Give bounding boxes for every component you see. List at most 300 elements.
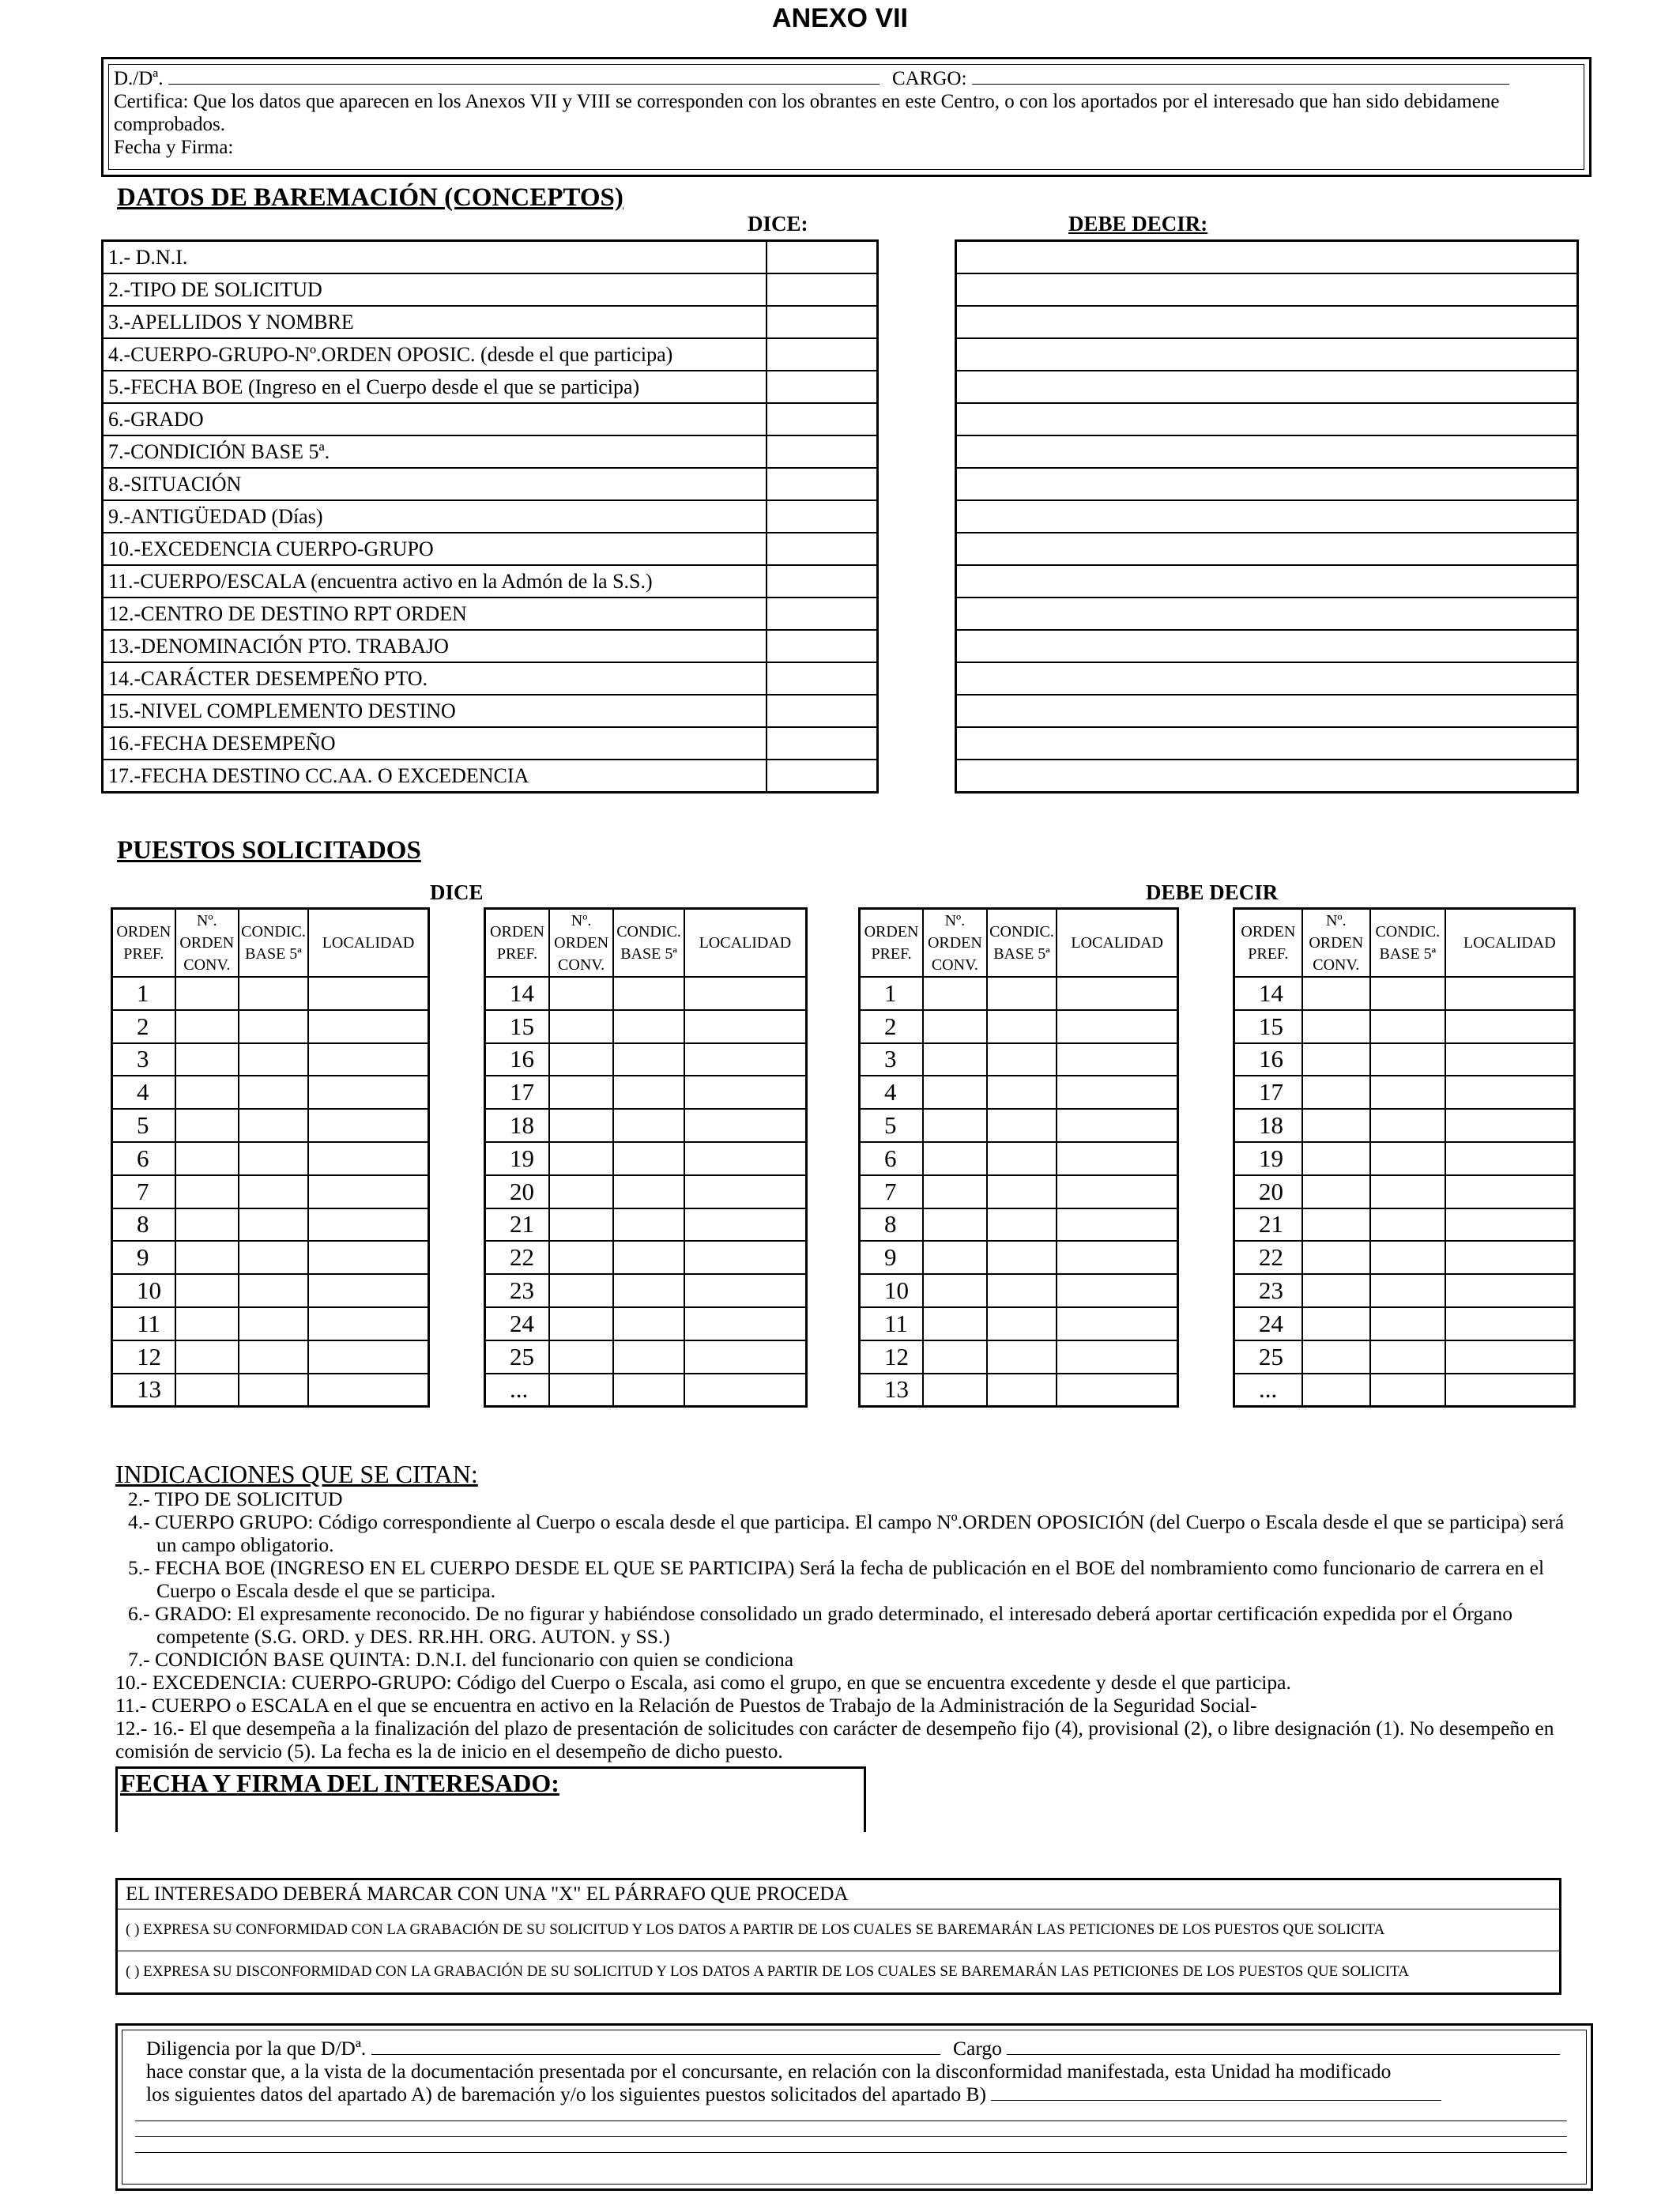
condic-base-cell[interactable] xyxy=(613,1109,684,1142)
baremacion-row xyxy=(103,533,878,565)
localidad-cell[interactable] xyxy=(1445,1010,1575,1043)
baremacion-debe-decir-cell[interactable] xyxy=(956,565,1578,598)
condic-base-cell[interactable] xyxy=(987,1175,1057,1208)
condic-base-cell[interactable] xyxy=(987,1274,1057,1307)
cargo-field[interactable] xyxy=(972,66,1509,85)
baremacion-dice-cell[interactable] xyxy=(767,598,878,630)
condic-base-cell[interactable] xyxy=(1370,1142,1445,1175)
baremacion-dice-cell[interactable] xyxy=(767,695,878,727)
localidad-cell[interactable] xyxy=(1057,1340,1177,1374)
condic-base-cell[interactable] xyxy=(613,977,684,1010)
localidad-cell[interactable] xyxy=(684,1175,807,1208)
orden-conv-cell[interactable] xyxy=(1302,1010,1370,1043)
puestos-row xyxy=(112,1076,429,1109)
puestos-header-row xyxy=(112,909,429,978)
condic-base-cell[interactable] xyxy=(239,1043,308,1076)
baremacion-row xyxy=(103,273,878,306)
localidad-cell[interactable] xyxy=(1057,1208,1177,1242)
condic-base-cell[interactable] xyxy=(239,1109,308,1142)
baremacion-debe-decir-cell[interactable] xyxy=(956,695,1578,727)
puestos-row xyxy=(485,1010,807,1043)
localidad-cell[interactable] xyxy=(1445,1274,1575,1307)
baremacion-dice-cell[interactable] xyxy=(767,306,878,338)
baremacion-debe-decir-cell[interactable] xyxy=(956,241,1578,274)
orden-pref-header: ORDEN PREF. xyxy=(485,909,549,978)
baremacion-debe-decir-cell[interactable] xyxy=(956,273,1578,306)
condic-base-cell[interactable] xyxy=(1370,1241,1445,1274)
baremacion-row xyxy=(956,435,1578,468)
localidad-cell[interactable] xyxy=(1057,1109,1177,1142)
localidad-cell[interactable] xyxy=(1057,1307,1177,1340)
condic-base-cell[interactable] xyxy=(1370,1374,1445,1407)
diligencia-changes-field[interactable] xyxy=(991,2083,1441,2101)
condic-base-cell[interactable] xyxy=(1370,1010,1445,1043)
condic-base-cell[interactable] xyxy=(1370,1109,1445,1142)
puestos-row xyxy=(1234,1076,1575,1109)
condic-base-cell[interactable] xyxy=(987,1109,1057,1142)
orden-conv-cell[interactable] xyxy=(549,1374,613,1407)
localidad-cell[interactable] xyxy=(1445,977,1575,1010)
baremacion-row xyxy=(956,598,1578,630)
orden-conv-cell[interactable] xyxy=(175,1307,239,1340)
localidad-cell[interactable] xyxy=(308,1340,428,1374)
orden-conv-cell[interactable] xyxy=(923,1340,987,1374)
orden-pref-number: 8 xyxy=(860,1208,924,1242)
condic-base-cell[interactable] xyxy=(987,1043,1057,1076)
orden-conv-cell[interactable] xyxy=(1302,1208,1370,1242)
puestos-row xyxy=(1234,1340,1575,1374)
baremacion-row xyxy=(956,662,1578,695)
localidad-cell[interactable] xyxy=(1445,1241,1575,1274)
baremacion-debe-decir-cell[interactable] xyxy=(956,662,1578,695)
localidad-cell[interactable] xyxy=(1445,1142,1575,1175)
orden-conv-header: Nº. ORDEN CONV. xyxy=(923,909,987,978)
localidad-cell[interactable] xyxy=(684,1010,807,1043)
diligencia-line[interactable] xyxy=(135,2105,1567,2121)
baremacion-concept-label: 1.- D.N.I. xyxy=(103,241,767,274)
puestos-row xyxy=(860,1076,1178,1109)
condic-base-cell[interactable] xyxy=(987,1340,1057,1374)
orden-pref-number: ... xyxy=(485,1374,549,1407)
localidad-cell[interactable] xyxy=(308,977,428,1010)
condic-base-cell[interactable] xyxy=(1370,1208,1445,1242)
condic-base-cell[interactable] xyxy=(1370,1076,1445,1109)
orden-pref-number: 24 xyxy=(1234,1307,1302,1340)
localidad-cell[interactable] xyxy=(308,1374,428,1407)
orden-conv-cell[interactable] xyxy=(923,1142,987,1175)
orden-pref-number: 24 xyxy=(485,1307,549,1340)
localidad-cell[interactable] xyxy=(684,1374,807,1407)
indicacion-item: 4.- CUERPO GRUPO: Código correspondiente al Cuerpo o escala desde el que participa. El campo Nº.ORDEN OPOSICIÓN (del Cuerpo o Escala desde el que se participa) será un campo obligatorio. xyxy=(128,1510,1565,1556)
diligencia-cargo-field[interactable] xyxy=(1007,2037,1560,2055)
condic-base-cell[interactable] xyxy=(987,1307,1057,1340)
localidad-cell[interactable] xyxy=(308,1043,428,1076)
orden-conv-cell[interactable] xyxy=(175,1109,239,1142)
localidad-cell[interactable] xyxy=(308,1142,428,1175)
puestos-row xyxy=(112,1274,429,1307)
baremacion-debe-decir-cell[interactable] xyxy=(956,727,1578,760)
localidad-cell[interactable] xyxy=(684,1109,807,1142)
baremacion-debe-decir-cell[interactable] xyxy=(956,435,1578,468)
condic-base-cell[interactable] xyxy=(613,1208,684,1242)
orden-conv-cell[interactable] xyxy=(923,1076,987,1109)
baremacion-row xyxy=(103,403,878,435)
condic-base-header: CONDIC. BASE 5ª xyxy=(613,909,684,978)
orden-conv-cell[interactable] xyxy=(175,1241,239,1274)
puestos-row xyxy=(485,1340,807,1374)
orden-conv-cell[interactable] xyxy=(1302,1241,1370,1274)
puestos-row xyxy=(485,1208,807,1242)
orden-conv-cell[interactable] xyxy=(175,1208,239,1242)
localidad-cell[interactable] xyxy=(684,1307,807,1340)
orden-conv-header: Nº. ORDEN CONV. xyxy=(175,909,239,978)
orden-conv-cell[interactable] xyxy=(923,1109,987,1142)
orden-conv-cell[interactable] xyxy=(1302,1142,1370,1175)
localidad-cell[interactable] xyxy=(1445,1076,1575,1109)
orden-conv-cell[interactable] xyxy=(923,1010,987,1043)
baremacion-row xyxy=(956,371,1578,403)
marcar-table xyxy=(115,1878,1561,1995)
orden-pref-number: 20 xyxy=(485,1175,549,1208)
condic-base-cell[interactable] xyxy=(613,1374,684,1407)
condic-base-cell[interactable] xyxy=(239,1175,308,1208)
orden-conv-cell[interactable] xyxy=(175,1142,239,1175)
baremacion-debe-decir-cell[interactable] xyxy=(956,403,1578,435)
condic-base-cell[interactable] xyxy=(1370,1175,1445,1208)
localidad-cell[interactable] xyxy=(1445,1374,1575,1407)
localidad-cell[interactable] xyxy=(1445,1043,1575,1076)
condic-base-cell[interactable] xyxy=(1370,1274,1445,1307)
localidad-cell[interactable] xyxy=(1057,977,1177,1010)
localidad-cell[interactable] xyxy=(308,1274,428,1307)
localidad-cell[interactable] xyxy=(308,1175,428,1208)
baremacion-dice-cell[interactable] xyxy=(767,630,878,662)
baremacion-dice-cell[interactable] xyxy=(767,533,878,565)
condic-base-cell[interactable] xyxy=(239,1208,308,1242)
condic-base-cell[interactable] xyxy=(987,1142,1057,1175)
orden-pref-number: 14 xyxy=(485,977,549,1010)
localidad-cell[interactable] xyxy=(1445,1109,1575,1142)
condic-base-cell[interactable] xyxy=(987,1241,1057,1274)
localidad-cell[interactable] xyxy=(308,1010,428,1043)
orden-conv-cell[interactable] xyxy=(549,1340,613,1374)
condic-base-cell[interactable] xyxy=(987,1208,1057,1242)
orden-conv-cell[interactable] xyxy=(549,1109,613,1142)
baremacion-concept-label: 13.-DENOMINACIÓN PTO. TRABAJO xyxy=(103,630,767,662)
baremacion-row xyxy=(103,306,878,338)
orden-pref-number: 5 xyxy=(860,1109,924,1142)
puestos-header-row xyxy=(860,909,1178,978)
puestos-row xyxy=(1234,1109,1575,1142)
baremacion-dice-cell[interactable] xyxy=(767,565,878,598)
orden-pref-number: 9 xyxy=(860,1241,924,1274)
indicacion-item: 6.- GRADO: El expresamente reconocido. De no figurar y habiéndose consolidado un grado determinado, el interesado deberá aportar certificación expedida por el Órgano competente (S.G. ORD. y DES. RR.HH. ORG. AUTON. y SS.) xyxy=(128,1602,1513,1648)
baremacion-row xyxy=(956,565,1578,598)
baremacion-concept-label: 17.-FECHA DESTINO CC.AA. O EXCEDENCIA xyxy=(103,760,767,793)
localidad-cell[interactable] xyxy=(684,1274,807,1307)
localidad-cell[interactable] xyxy=(308,1208,428,1242)
baremacion-dice-cell[interactable] xyxy=(767,727,878,760)
orden-pref-number: 1 xyxy=(860,977,924,1010)
puestos-row xyxy=(112,1109,429,1142)
baremacion-row xyxy=(956,306,1578,338)
orden-conv-cell[interactable] xyxy=(923,977,987,1010)
orden-pref-header: ORDEN PREF. xyxy=(1234,909,1302,978)
condic-base-cell[interactable] xyxy=(613,1010,684,1043)
condic-base-cell[interactable] xyxy=(1370,1043,1445,1076)
dd-name-field[interactable] xyxy=(168,66,880,85)
orden-conv-cell[interactable] xyxy=(923,1241,987,1274)
localidad-cell[interactable] xyxy=(684,1208,807,1242)
localidad-cell[interactable] xyxy=(1057,1374,1177,1407)
puestos-header-row xyxy=(485,909,807,978)
certification-inner xyxy=(108,64,1584,170)
baremacion-dice-cell[interactable] xyxy=(767,435,878,468)
condic-base-cell[interactable] xyxy=(239,1241,308,1274)
condic-base-cell[interactable] xyxy=(613,1043,684,1076)
condic-base-cell[interactable] xyxy=(613,1340,684,1374)
baremacion-debe-decir-cell[interactable] xyxy=(956,306,1578,338)
localidad-cell[interactable] xyxy=(684,977,807,1010)
orden-conv-cell[interactable] xyxy=(175,1374,239,1407)
puestos-row xyxy=(112,1010,429,1043)
baremacion-dice-cell[interactable] xyxy=(767,338,878,371)
orden-conv-cell[interactable] xyxy=(923,1175,987,1208)
baremacion-row xyxy=(956,241,1578,274)
puestos-row xyxy=(112,1307,429,1340)
puestos-debe-decir-table-1 xyxy=(858,907,1179,1408)
baremacion-dice-cell[interactable] xyxy=(767,371,878,403)
condic-base-cell[interactable] xyxy=(987,1010,1057,1043)
baremacion-row xyxy=(103,468,878,500)
localidad-cell[interactable] xyxy=(684,1241,807,1274)
puestos-row xyxy=(860,1043,1178,1076)
baremacion-concept-label: 7.-CONDICIÓN BASE 5ª. xyxy=(103,435,767,468)
baremacion-row xyxy=(103,371,878,403)
orden-conv-cell[interactable] xyxy=(549,1307,613,1340)
baremacion-debe-decir-cell[interactable] xyxy=(956,500,1578,533)
localidad-header: LOCALIDAD xyxy=(1445,909,1575,978)
orden-conv-cell[interactable] xyxy=(923,1307,987,1340)
orden-pref-number: 1 xyxy=(112,977,175,1010)
baremacion-debe-decir-cell[interactable] xyxy=(956,533,1578,565)
orden-conv-cell[interactable] xyxy=(549,1142,613,1175)
baremacion-dice-cell[interactable] xyxy=(767,468,878,500)
orden-conv-cell[interactable] xyxy=(549,1274,613,1307)
baremacion-debe-decir-cell[interactable] xyxy=(956,468,1578,500)
baremacion-heading: DATOS DE BAREMACIÓN (CONCEPTOS) xyxy=(117,183,623,212)
orden-pref-number: 13 xyxy=(112,1374,175,1407)
baremacion-row xyxy=(103,662,878,695)
orden-conv-cell[interactable] xyxy=(175,1340,239,1374)
condic-base-cell[interactable] xyxy=(613,1076,684,1109)
orden-conv-cell[interactable] xyxy=(549,1010,613,1043)
puestos-row xyxy=(112,1142,429,1175)
condic-base-cell[interactable] xyxy=(239,1274,308,1307)
localidad-cell[interactable] xyxy=(684,1340,807,1374)
orden-conv-cell[interactable] xyxy=(923,1274,987,1307)
baremacion-debe-decir-cell[interactable] xyxy=(956,630,1578,662)
orden-conv-cell[interactable] xyxy=(923,1374,987,1407)
marcar-title: EL INTERESADO DEBERÁ MARCAR CON UNA "X" EL PÁRRAFO QUE PROCEDA xyxy=(117,1879,1561,1909)
baremacion-row xyxy=(103,727,878,760)
baremacion-row xyxy=(956,468,1578,500)
orden-conv-cell[interactable] xyxy=(175,1175,239,1208)
baremacion-row xyxy=(956,630,1578,662)
condic-base-cell[interactable] xyxy=(239,1142,308,1175)
diligencia-line[interactable] xyxy=(135,2121,1567,2137)
orden-conv-cell[interactable] xyxy=(549,1175,613,1208)
condic-base-cell[interactable] xyxy=(1370,977,1445,1010)
orden-conv-cell[interactable] xyxy=(549,1241,613,1274)
orden-pref-number: 4 xyxy=(112,1076,175,1109)
orden-conv-cell[interactable] xyxy=(1302,1374,1370,1407)
baremacion-dice-cell[interactable] xyxy=(767,403,878,435)
localidad-cell[interactable] xyxy=(1445,1208,1575,1242)
condic-base-cell[interactable] xyxy=(239,1010,308,1043)
puestos-row xyxy=(1234,1142,1575,1175)
orden-conv-cell[interactable] xyxy=(1302,1043,1370,1076)
condic-base-cell[interactable] xyxy=(613,1241,684,1274)
baremacion-debe-decir-cell[interactable] xyxy=(956,338,1578,371)
condic-base-cell[interactable] xyxy=(613,1307,684,1340)
baremacion-dice-cell[interactable] xyxy=(767,662,878,695)
orden-conv-cell[interactable] xyxy=(923,1208,987,1242)
baremacion-debe-decir-cell[interactable] xyxy=(956,371,1578,403)
localidad-cell[interactable] xyxy=(1445,1175,1575,1208)
conformidad-option[interactable]: ( ) EXPRESA SU CONFORMIDAD CON LA GRABACIÓN DE SU SOLICITUD Y LOS DATOS A PARTIR DE LOS CUALES SE BAREMARÁN LAS PETICIONES DE LOS PUESTOS QUE SOLICITA xyxy=(117,1909,1561,1951)
localidad-cell[interactable] xyxy=(1057,1076,1177,1109)
orden-conv-cell[interactable] xyxy=(1302,1109,1370,1142)
localidad-cell[interactable] xyxy=(684,1043,807,1076)
puestos-row xyxy=(485,1307,807,1340)
baremacion-dice-cell[interactable] xyxy=(767,241,878,274)
condic-base-cell[interactable] xyxy=(239,1076,308,1109)
baremacion-debe-decir-cell[interactable] xyxy=(956,598,1578,630)
condic-base-cell[interactable] xyxy=(239,977,308,1010)
puestos-debe-decir-table-2 xyxy=(1233,907,1576,1408)
diligencia-line[interactable] xyxy=(135,2137,1567,2153)
condic-base-cell[interactable] xyxy=(1370,1340,1445,1374)
disconformidad-option[interactable]: ( ) EXPRESA SU DISCONFORMIDAD CON LA GRABACIÓN DE SU SOLICITUD Y LOS DATOS A PARTIR DE LOS CUALES SE BAREMARÁN LAS PETICIONES DE LOS PUESTOS QUE SOLICITA xyxy=(117,1951,1561,1994)
localidad-cell[interactable] xyxy=(308,1307,428,1340)
localidad-header: LOCALIDAD xyxy=(684,909,807,978)
baremacion-dice-table xyxy=(101,239,879,794)
diligencia-text-line-2 xyxy=(146,2083,1567,2105)
orden-pref-number: 18 xyxy=(1234,1109,1302,1142)
condic-base-cell[interactable] xyxy=(239,1307,308,1340)
orden-conv-cell[interactable] xyxy=(1302,1175,1370,1208)
diligencia-text-2: los siguientes datos del apartado A) de baremación y/o los siguientes puestos solicitados del apartado B) xyxy=(146,2083,986,2105)
localidad-header: LOCALIDAD xyxy=(308,909,428,978)
orden-conv-cell[interactable] xyxy=(549,1076,613,1109)
diligencia-name-field[interactable] xyxy=(371,2037,940,2055)
orden-pref-number: 12 xyxy=(860,1340,924,1374)
baremacion-concept-label: 14.-CARÁCTER DESEMPEÑO PTO. xyxy=(103,662,767,695)
condic-base-cell[interactable] xyxy=(613,1142,684,1175)
puestos-row xyxy=(1234,1043,1575,1076)
orden-conv-cell[interactable] xyxy=(1302,1307,1370,1340)
orden-pref-number: 21 xyxy=(485,1208,549,1242)
localidad-cell[interactable] xyxy=(1445,1340,1575,1374)
localidad-cell[interactable] xyxy=(1057,1175,1177,1208)
baremacion-concept-label: 3.-APELLIDOS Y NOMBRE xyxy=(103,306,767,338)
localidad-cell[interactable] xyxy=(1057,1142,1177,1175)
orden-conv-cell[interactable] xyxy=(1302,977,1370,1010)
orden-pref-header: ORDEN PREF. xyxy=(112,909,175,978)
localidad-cell[interactable] xyxy=(1057,1241,1177,1274)
baremacion-debe-decir-cell[interactable] xyxy=(956,760,1578,793)
puestos-row xyxy=(860,1241,1178,1274)
condic-base-cell[interactable] xyxy=(239,1340,308,1374)
localidad-cell[interactable] xyxy=(1057,1274,1177,1307)
orden-conv-cell[interactable] xyxy=(1302,1274,1370,1307)
puestos-row xyxy=(1234,1307,1575,1340)
condic-base-cell[interactable] xyxy=(613,1175,684,1208)
condic-base-header: CONDIC. BASE 5ª xyxy=(987,909,1057,978)
condic-base-cell[interactable] xyxy=(987,977,1057,1010)
condic-base-header: CONDIC. BASE 5ª xyxy=(239,909,308,978)
orden-pref-number: 11 xyxy=(860,1307,924,1340)
orden-conv-cell[interactable] xyxy=(175,1076,239,1109)
orden-pref-number: 16 xyxy=(1234,1043,1302,1076)
puestos-row xyxy=(112,1241,429,1274)
orden-conv-cell[interactable] xyxy=(923,1043,987,1076)
puestos-row xyxy=(1234,1010,1575,1043)
condic-base-cell[interactable] xyxy=(987,1076,1057,1109)
orden-pref-number: 16 xyxy=(485,1043,549,1076)
baremacion-dice-cell[interactable] xyxy=(767,760,878,793)
orden-conv-cell[interactable] xyxy=(175,1274,239,1307)
baremacion-dice-cell[interactable] xyxy=(767,500,878,533)
condic-base-cell[interactable] xyxy=(613,1274,684,1307)
baremacion-row xyxy=(956,695,1578,727)
orden-conv-cell[interactable] xyxy=(549,977,613,1010)
orden-conv-cell[interactable] xyxy=(175,977,239,1010)
orden-conv-cell[interactable] xyxy=(175,1043,239,1076)
orden-pref-number: 13 xyxy=(860,1374,924,1407)
orden-conv-cell[interactable] xyxy=(175,1010,239,1043)
localidad-cell[interactable] xyxy=(1445,1307,1575,1340)
localidad-cell[interactable] xyxy=(308,1241,428,1274)
orden-pref-number: 21 xyxy=(1234,1208,1302,1242)
baremacion-concept-label: 16.-FECHA DESEMPEÑO xyxy=(103,727,767,760)
condic-base-cell[interactable] xyxy=(987,1374,1057,1407)
orden-conv-cell[interactable] xyxy=(1302,1340,1370,1374)
fecha-firma-label[interactable]: Fecha y Firma: xyxy=(114,137,234,158)
baremacion-dice-cell[interactable] xyxy=(767,273,878,306)
orden-pref-number: ... xyxy=(1234,1374,1302,1407)
baremacion-row xyxy=(956,727,1578,760)
orden-pref-number: 4 xyxy=(860,1076,924,1109)
puestos-row xyxy=(485,1142,807,1175)
orden-pref-number: 3 xyxy=(112,1043,175,1076)
orden-conv-cell[interactable] xyxy=(1302,1076,1370,1109)
localidad-cell[interactable] xyxy=(684,1142,807,1175)
localidad-cell[interactable] xyxy=(684,1076,807,1109)
condic-base-cell[interactable] xyxy=(1370,1307,1445,1340)
localidad-cell[interactable] xyxy=(308,1109,428,1142)
localidad-cell[interactable] xyxy=(308,1076,428,1109)
localidad-cell[interactable] xyxy=(1057,1010,1177,1043)
orden-conv-cell[interactable] xyxy=(549,1043,613,1076)
condic-base-cell[interactable] xyxy=(239,1374,308,1407)
puestos-debe-decir-label: DEBE DECIR xyxy=(1146,880,1279,904)
localidad-cell[interactable] xyxy=(1057,1043,1177,1076)
orden-pref-number: 17 xyxy=(485,1076,549,1109)
orden-conv-cell[interactable] xyxy=(549,1208,613,1242)
puestos-row xyxy=(1234,1175,1575,1208)
